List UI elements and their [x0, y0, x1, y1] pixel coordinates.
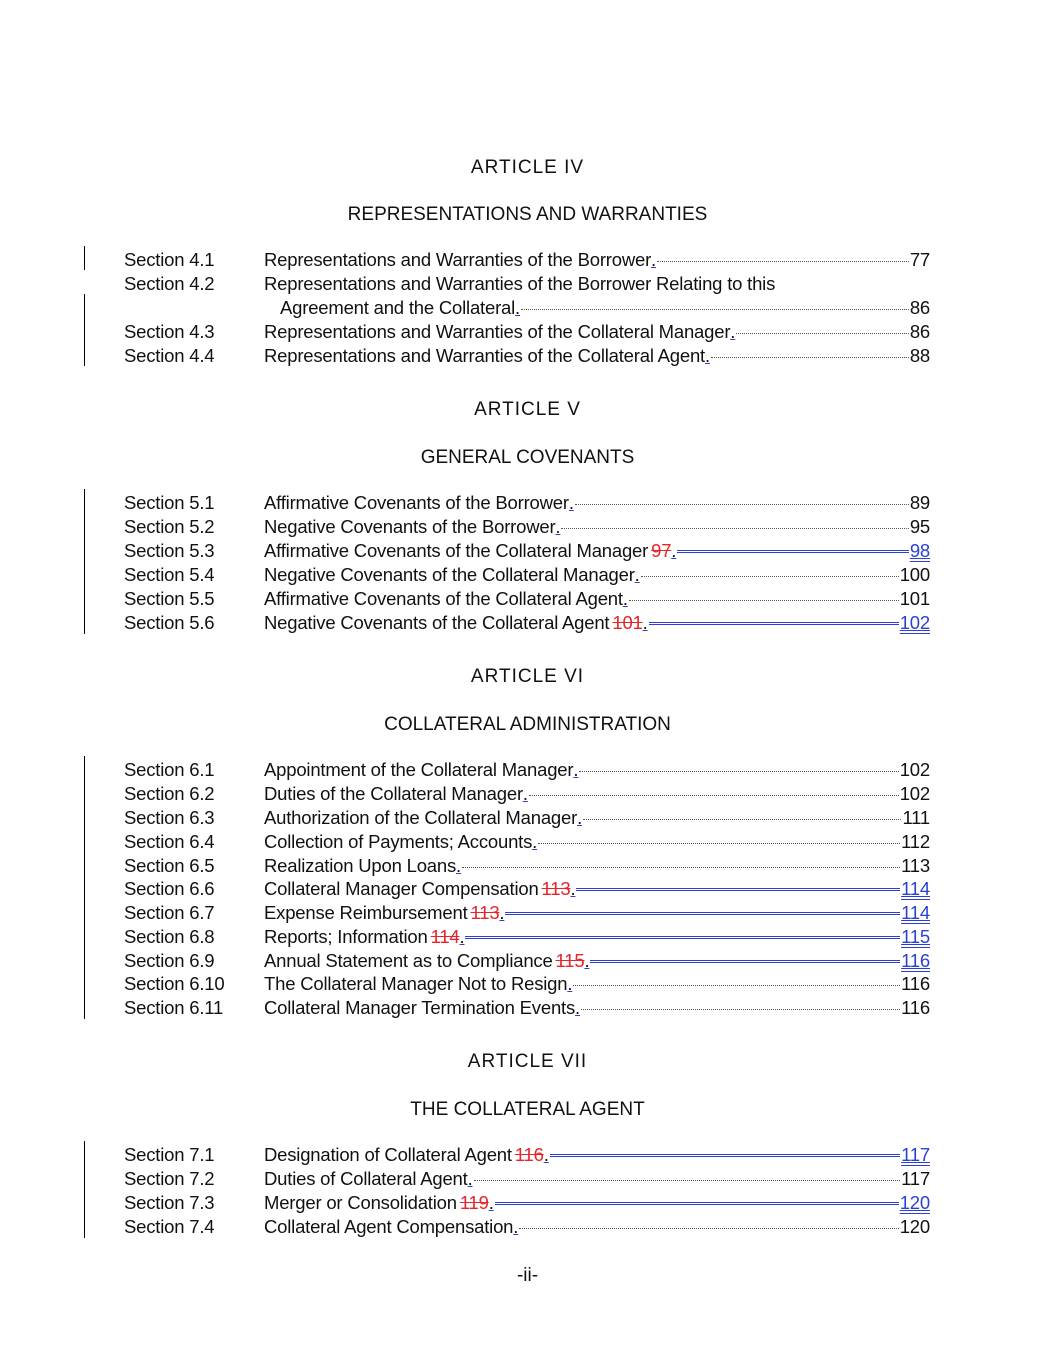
toc-row-6-2[interactable]: [0, 782, 1055, 806]
section-dot: .: [634, 564, 640, 585]
dot-leader: [474, 1179, 901, 1181]
section-dot: .: [488, 1192, 494, 1213]
section-title: Negative Covenants of the Collateral Agent: [264, 612, 610, 633]
article-vi-heading: COLLATERAL ADMINISTRATION: [384, 714, 671, 735]
toc-row-6-5[interactable]: [0, 854, 1055, 878]
inserted-leader: [649, 621, 899, 625]
toc-row-6-4[interactable]: [0, 830, 1055, 854]
section-dot: .: [513, 1216, 519, 1237]
article-vi-title: ARTICLE VI: [470, 666, 585, 687]
page-number: 86: [909, 321, 930, 342]
deleted-page-number: 101: [612, 612, 643, 633]
dot-leader: [519, 1227, 899, 1229]
toc-row-4-2[interactable]: [0, 272, 1055, 296]
section-dot: .: [575, 997, 580, 1018]
toc-row-7-1[interactable]: [0, 1143, 1055, 1167]
dot-leader: [583, 818, 901, 820]
dot-leader: [581, 1008, 900, 1010]
section-number: Section 7.4: [124, 1216, 215, 1237]
section-number: Section 6.9: [124, 950, 215, 971]
dot-leader: [575, 503, 909, 505]
inserted-leader: [590, 959, 900, 963]
section-number: Section 6.7: [124, 902, 215, 923]
section-dot: .: [555, 516, 561, 537]
section-number: Section 5.5: [124, 588, 215, 609]
toc-row-5-6[interactable]: [0, 611, 1055, 635]
section-number: Section 4.3: [124, 321, 215, 342]
section-dot: .: [622, 588, 628, 609]
inserted-leader: [677, 549, 909, 553]
dot-leader: [538, 842, 900, 844]
section-dot: .: [570, 878, 576, 899]
article-v-heading: GENERAL COVENANTS: [420, 447, 635, 468]
inserted-page-number: 102: [899, 612, 930, 633]
section-number: Section 5.4: [124, 564, 215, 585]
toc-row-5-2[interactable]: [0, 515, 1055, 539]
section-title: Duties of Collateral Agent: [264, 1168, 468, 1189]
section-title: The Collateral Manager Not to Resign: [264, 973, 568, 994]
section-dot: .: [467, 1168, 473, 1189]
section-title: Negative Covenants of the Borrower: [264, 516, 556, 537]
section-number: Section 6.1: [124, 759, 215, 780]
section-dot: .: [532, 831, 538, 852]
page-number: 102: [899, 759, 930, 780]
section-number: Section 4.4: [124, 345, 215, 366]
inserted-leader: [495, 1201, 899, 1205]
section-number: Section 5.6: [124, 612, 215, 633]
section-title: Affirmative Covenants of the Borrower: [264, 492, 569, 513]
toc-row-4-3[interactable]: [0, 320, 1055, 344]
deleted-page-number: 115: [555, 950, 585, 971]
page-number: 120: [899, 1216, 930, 1237]
section-dot: .: [705, 345, 710, 366]
dot-leader: [573, 984, 900, 986]
section-title: Representations and Warranties of the Borrower Relating to this: [264, 273, 776, 294]
section-number: Section 6.11: [124, 997, 224, 1018]
toc-row-7-4[interactable]: [0, 1215, 1055, 1239]
section-number: Section 6.8: [124, 926, 215, 947]
page-number: 86: [909, 297, 930, 318]
section-dot: .: [543, 1144, 549, 1165]
toc-row-4-2-continued[interactable]: [0, 296, 1055, 320]
page-number: 101: [899, 588, 930, 609]
inserted-page-number: 98: [909, 540, 930, 561]
toc-row-6-6[interactable]: [0, 877, 1055, 901]
toc-row-6-3[interactable]: [0, 806, 1055, 830]
toc-row-7-3[interactable]: [0, 1191, 1055, 1215]
toc-row-5-5[interactable]: [0, 587, 1055, 611]
dot-leader: [529, 794, 899, 796]
section-title: Affirmative Covenants of the Collateral Manager: [264, 540, 649, 561]
section-dot: .: [459, 926, 465, 947]
inserted-leader: [465, 935, 900, 939]
section-title: Representations and Warranties of the Collateral Agent: [264, 345, 705, 366]
inserted-page-number: 117: [901, 1144, 930, 1165]
section-title: Collateral Agent Compensation: [264, 1216, 514, 1237]
section-number: Section 5.1: [124, 492, 215, 513]
inserted-page-number: 114: [901, 902, 930, 923]
section-number: Section 5.3: [124, 540, 215, 561]
dot-leader: [561, 527, 908, 529]
dot-leader: [462, 866, 900, 868]
toc-row-6-10[interactable]: [0, 972, 1055, 996]
page-number: 88: [909, 345, 930, 366]
page-number: 100: [899, 564, 930, 585]
section-number: Section 6.2: [124, 783, 215, 804]
section-number: Section 6.4: [124, 831, 215, 852]
article-iv-title: ARTICLE IV: [470, 157, 585, 178]
toc-row-6-1[interactable]: [0, 758, 1055, 782]
section-title: Reports; Information: [264, 926, 428, 947]
inserted-leader: [550, 1153, 900, 1157]
dot-leader: [521, 308, 909, 310]
toc-row-6-7[interactable]: [0, 901, 1055, 925]
section-title: Negative Covenants of the Collateral Manager: [264, 564, 635, 585]
section-title: Expense Reimbursement: [264, 902, 468, 923]
inserted-page-number: 116: [901, 950, 930, 971]
article-iv-heading: REPRESENTATIONS AND WARRANTIES: [347, 204, 708, 225]
section-number: Section 5.2: [124, 516, 215, 537]
section-title: Duties of the Collateral Manager: [264, 783, 523, 804]
page-number: 117: [901, 1168, 930, 1189]
inserted-page-number: 115: [901, 926, 930, 947]
dot-leader: [736, 332, 909, 334]
page-number: 113: [901, 855, 930, 876]
deleted-page-number: 116: [514, 1144, 544, 1165]
section-number: Section 6.3: [124, 807, 215, 828]
section-title: Merger or Consolidation: [264, 1192, 457, 1213]
section-number: Section 7.3: [124, 1192, 215, 1213]
toc-row-7-2[interactable]: [0, 1167, 1055, 1191]
section-title: Representations and Warranties of the Borrower: [264, 249, 652, 270]
dot-leader: [711, 356, 909, 358]
section-dot: .: [651, 249, 656, 270]
section-title: Appointment of the Collateral Manager: [264, 759, 574, 780]
section-dot: .: [456, 855, 461, 876]
page-number: 102: [899, 783, 930, 804]
inserted-page-number: 114: [901, 878, 930, 899]
section-dot: .: [499, 902, 505, 923]
section-dot: .: [671, 540, 677, 561]
toc-row-6-11[interactable]: [0, 996, 1055, 1020]
deleted-page-number: 114: [430, 926, 460, 947]
dot-leader: [657, 260, 909, 262]
section-title: Realization Upon Loans: [264, 855, 457, 876]
section-number: Section 4.2: [124, 273, 215, 294]
inserted-leader: [505, 911, 900, 915]
page-number: 95: [909, 516, 930, 537]
section-title: Authorization of the Collateral Manager: [264, 807, 578, 828]
deleted-page-number: 97: [651, 540, 672, 561]
page-number: 77: [909, 249, 930, 270]
toc-row-6-8[interactable]: [0, 925, 1055, 949]
inserted-page-number: 120: [899, 1192, 930, 1213]
toc-row-4-4[interactable]: [0, 344, 1055, 368]
section-title: Affirmative Covenants of the Collateral Agent: [264, 588, 623, 609]
section-title-continued: Agreement and the Collateral: [280, 297, 516, 318]
page-number: 116: [901, 997, 930, 1018]
deleted-page-number: 119: [459, 1192, 489, 1213]
dot-leader: [641, 575, 899, 577]
dot-leader: [579, 770, 898, 772]
section-title: Collateral Manager Termination Events: [264, 997, 576, 1018]
section-number: Section 7.1: [124, 1144, 215, 1165]
deleted-page-number: 113: [541, 878, 571, 899]
page-number: 116: [901, 973, 930, 994]
toc-row-4-1[interactable]: [0, 248, 1055, 272]
section-dot: .: [522, 783, 528, 804]
section-dot: .: [515, 297, 520, 318]
section-dot: .: [568, 492, 574, 513]
section-title: Representations and Warranties of the Collateral Manager: [264, 321, 731, 342]
article-vii-heading: THE COLLATERAL AGENT: [410, 1099, 645, 1120]
page-number: 111: [902, 807, 930, 828]
section-number: Section 6.10: [124, 973, 225, 994]
section-dot: .: [584, 950, 590, 971]
article-v-title: ARTICLE V: [474, 399, 581, 420]
section-number: Section 6.5: [124, 855, 215, 876]
article-vii-title: ARTICLE VII: [467, 1051, 588, 1072]
section-title: Annual Statement as to Compliance: [264, 950, 553, 971]
toc-row-5-4[interactable]: [0, 563, 1055, 587]
section-number: Section 7.2: [124, 1168, 215, 1189]
section-title: Designation of Collateral Agent: [264, 1144, 512, 1165]
section-title: Collection of Payments; Accounts: [264, 831, 533, 852]
section-dot: .: [573, 759, 579, 780]
page-number: 112: [901, 831, 930, 852]
page-footer-number: -ii-: [516, 1265, 539, 1286]
section-dot: .: [642, 612, 648, 633]
toc-row-6-9[interactable]: [0, 949, 1055, 973]
deleted-page-number: 113: [470, 902, 500, 923]
section-title: Collateral Manager Compensation: [264, 878, 539, 899]
section-number: Section 4.1: [124, 249, 215, 270]
section-dot: .: [577, 807, 583, 828]
section-dot: .: [567, 973, 573, 994]
inserted-leader: [576, 887, 900, 891]
page-number: 89: [909, 492, 930, 513]
section-dot: .: [730, 321, 736, 342]
toc-row-5-1[interactable]: [0, 491, 1055, 515]
dot-leader: [629, 599, 899, 601]
section-number: Section 6.6: [124, 878, 215, 899]
toc-row-5-3[interactable]: [0, 539, 1055, 563]
